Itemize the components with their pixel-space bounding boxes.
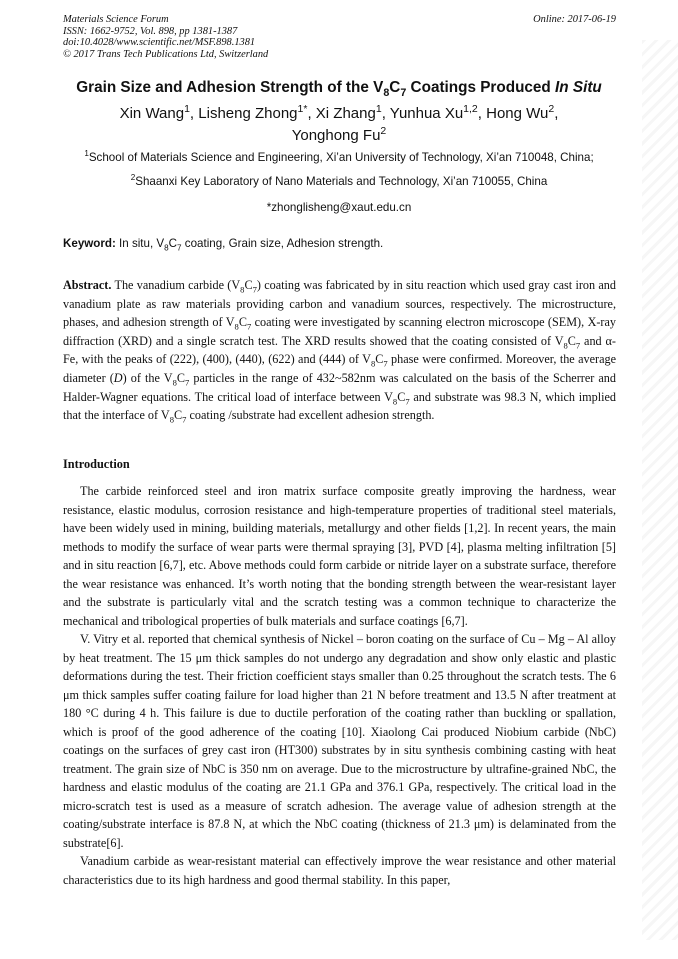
- affiliation-1: $^1$School of Materials Science and Engineering, Xi’an University of Technology, Xi’an 710048, China;: [84, 149, 594, 164]
- abstract: Abstract. The vanadium carbide $(V_8C_7)$ coating was fabricated by in situ reaction which used gray cast iron and vanadium plate as raw materials providing carbon and vanadium sources, respectively. The microstructure, phases, and adhesion strength of $V_8C_7$ coating were investigated by scanning electron microscope (SEM), X-ray diffraction (XRD) and a single scratch test. The XRD results showed that the coating consisted of $V_8C_7$ and α-Fe, with the peaks of (222), (400), (440), (622) and (444) of $V_8C_7$ phase were confirmed. Moreover, the average diameter (D) of the $V_8C_7$ particles in the range of 432~582nm was calculated on the basis of the Scherrer and Halder-Wagner equations. The critical load of interface between $V_8C_7$ and substrate was 98.3 N, which implied that the interface of $V_8C_7$ coating /substrate had excellent adhesion strength.: [63, 278, 616, 425]
- author: Xi Zhang$^1$,: [315, 103, 390, 122]
- author: Xin Wang$^1$,: [119, 103, 199, 122]
- copyright-line: © 2017 Trans Tech Publications Ltd, Switzerland: [63, 48, 269, 60]
- author: Hong Wu$^2$,: [486, 103, 559, 122]
- paragraph: The carbide reinforced steel and iron matrix surface composite greatly improving the hardness, wear resistance, elastic modulus, corrosion resistance and high-temperature properties of traditional steel materials, have been widely used in mining, building materials, metallurgy and other fields [1,2]. In recent years, the main methods to modify the surface of wear parts were thermal spraying [3], PVD [4], plasma melting infiltration [5] and in situ reaction [6,7], etc. Above methods could form carbide or nitride layer on a substrate surface, therefore the wear resistance was enhanced. It’s worth noting that the bonding strength between the wear-resistant layer and the substrate is particularly vital and the scratch testing was a common technique to characterize the mechanical and tribological properties of bulk materials and surface coatings [6,7].: [63, 484, 616, 628]
- paragraph: Vanadium carbide as wear-resistant material can effectively improve the wear resistance and other material characteristics due to its high hardness and good thermal stability. In this paper,: [63, 854, 616, 887]
- keywords: Keyword: In situ, $V_8C_7$ coating, Grain size, Adhesion strength.: [63, 237, 384, 253]
- corresponding-email: *zhonglisheng@xaut.edu.cn: [266, 201, 412, 214]
- author-list: [60, 103, 618, 147]
- author: Lisheng Zhong$^{1*}$,: [198, 103, 316, 122]
- affiliation-2: $^2$Shaanxi Key Laboratory of Nano Materials and Technology, Xi’an 710055, China: [130, 173, 548, 188]
- author: Yonghong Fu$^2$: [291, 125, 387, 144]
- side-watermark: [642, 40, 678, 940]
- running-header: [63, 14, 616, 60]
- doi-line: doi:10.4028/www.scientific.net/MSF.898.1381: [63, 37, 256, 49]
- abstract-label: Abstract.: [63, 278, 112, 292]
- author: Yunhua Xu$^{1,2}$,: [389, 103, 487, 122]
- paper-title: Grain Size and Adhesion Strength of the $V_8C_7$ Coatings Produced In Situ: [76, 79, 602, 100]
- online-date: Online: 2017-06-19: [533, 14, 616, 25]
- introduction-body: [63, 482, 616, 889]
- section-heading-introduction: Introduction: [63, 457, 130, 471]
- keywords-label: Keyword:: [63, 237, 116, 250]
- issn-line: ISSN: 1662-9752, Vol. 898, pp 1381-1387: [63, 25, 238, 37]
- journal-name: Materials Science Forum: [63, 14, 169, 25]
- paragraph: V. Vitry et al. reported that chemical synthesis of Nickel – boron coating on the surface of Cu – Mg – Al alloy by heat treatment. The 15 μm thick samples do not undergo any degradation and show only elastic and plastic deformations during the test. Their friction coefficient stays smaller than 0.25 throughout the scratch tests. The 6 μm thick samples suffer coating failure for load higher than 21 N before treatment and 13.5 N after treatment at 180 °C during 4 h. This failure is due to ductile perforation of the coating rather than buckling or spallation, which is proof of the good adherence of the coating [10]. Xiaolong Cai produced Niobium carbide (NbC) coatings on the surfaces of grey cast iron (HT300) substrates by in situ synthesis combining casting with heat treatment. The grain size of NbC is 350 nm on average. Due to the microstructure by ultrafine-grained NbC, the hardness and elastic modulus of the coating are 21.1 GPa and 376.1 GPa, respectively. The critical load in the micro-scratch test is used as a measure of scratch adhesion. The average value of adhesion strength at the coating/substrate interface is 87.8 N, at which the NbC coating (thickness of 21.3 μm) is delaminated from the substrate[6].: [63, 632, 616, 850]
